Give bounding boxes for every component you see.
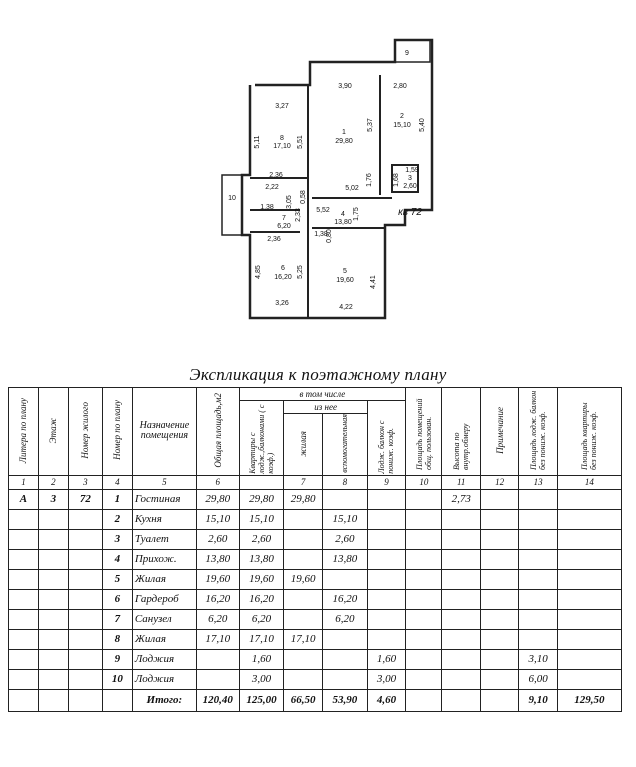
auxiliary-area: 13,80	[322, 549, 367, 569]
cell-litera	[9, 649, 39, 669]
header-cell: в том числе	[239, 388, 406, 401]
living-area	[284, 549, 322, 569]
auxiliary-area: 2,60	[322, 529, 367, 549]
room-number: 6	[102, 589, 132, 609]
room-name: Лоджия	[132, 669, 196, 689]
loggia-raw-area	[519, 609, 557, 629]
flat-raw-area	[557, 609, 621, 629]
header-row	[9, 388, 622, 401]
column-number: 5	[132, 475, 196, 489]
total-label: Итого:	[132, 689, 196, 711]
room-label: 6	[281, 265, 285, 272]
cell-litera	[9, 569, 39, 589]
loggia-area: 1,60	[367, 649, 405, 669]
common-area	[406, 569, 442, 589]
room-area: 6,20	[277, 223, 291, 230]
auxiliary-area	[322, 629, 367, 649]
dimension: 2,22	[265, 184, 279, 191]
room-label: 8	[280, 135, 284, 142]
cell-litera	[9, 549, 39, 569]
cell-floor	[38, 569, 68, 589]
flat-raw-area	[557, 509, 621, 529]
loggia-area	[367, 489, 405, 509]
flat-raw-area	[557, 529, 621, 549]
dimension: 5,25	[297, 265, 304, 279]
room-number: 5	[102, 569, 132, 589]
column-number: 10	[406, 475, 442, 489]
table-row	[9, 629, 622, 649]
room-label: 10	[228, 195, 236, 202]
room-area: 15,10	[196, 509, 239, 529]
room-area: 19,60	[196, 569, 239, 589]
loggia-area	[367, 569, 405, 589]
living-area: 19,60	[284, 569, 322, 589]
header-cell: Номер по плану	[102, 388, 132, 476]
living-area	[284, 529, 322, 549]
note	[480, 549, 518, 569]
cell-flat	[68, 509, 102, 529]
room-number: 2	[102, 509, 132, 529]
header-cell: Лодж. балкон с пониж. коэф.	[367, 401, 405, 476]
cell	[68, 689, 102, 711]
flat-raw-area	[557, 549, 621, 569]
flat-raw-area	[557, 569, 621, 589]
room-area: 15,10	[393, 122, 411, 129]
cell-litera	[9, 529, 39, 549]
table-row	[9, 489, 622, 509]
height	[442, 589, 480, 609]
column-number-row	[9, 475, 622, 489]
header-cell: Площадь квартиры без пониж. коэф.	[557, 388, 621, 476]
room-area	[196, 649, 239, 669]
column-number: 2	[38, 475, 68, 489]
note	[480, 649, 518, 669]
loggia-raw-area	[519, 489, 557, 509]
auxiliary-area	[322, 649, 367, 669]
room-name: Туалет	[132, 529, 196, 549]
loggia-area	[367, 549, 405, 569]
room-label: 3	[408, 175, 412, 182]
loggia-raw-area: 3,10	[519, 649, 557, 669]
total-flat-raw: 129,50	[557, 689, 621, 711]
cell-flat	[68, 529, 102, 549]
room-name: Жилая	[132, 629, 196, 649]
header-cell: Примечание	[480, 388, 518, 476]
table-row	[9, 609, 622, 629]
dimension: 5,51	[297, 135, 304, 149]
flat-area: 29,80	[239, 489, 284, 509]
column-number: 11	[442, 475, 480, 489]
flat-area: 13,80	[239, 549, 284, 569]
flat-area: 15,10	[239, 509, 284, 529]
room-area: 17,10	[273, 143, 291, 150]
room-area: 29,80	[196, 489, 239, 509]
room-area: 6,20	[196, 609, 239, 629]
flat-raw-area	[557, 629, 621, 649]
living-area	[284, 509, 322, 529]
common-area	[406, 649, 442, 669]
room-area: 13,80	[334, 219, 352, 226]
floor-plan	[0, 0, 636, 360]
cell	[9, 689, 39, 711]
room-name: Жилая	[132, 569, 196, 589]
dimension: 4,22	[339, 304, 353, 311]
loggia-area	[367, 509, 405, 529]
room-name: Гардероб	[132, 589, 196, 609]
dimension: 5,02	[345, 185, 359, 192]
flat-mark: кв 72	[398, 207, 422, 218]
living-area	[284, 589, 322, 609]
room-area	[196, 669, 239, 689]
room-label: 5	[343, 268, 347, 275]
column-number: 13	[519, 475, 557, 489]
dimension: 5,37	[367, 118, 374, 132]
dimension: 3,05	[286, 195, 293, 209]
height	[442, 549, 480, 569]
dimension: 1,75	[353, 207, 360, 221]
cell-flat	[68, 629, 102, 649]
room-name: Прихож.	[132, 549, 196, 569]
loggia-raw-area: 6,00	[519, 669, 557, 689]
column-number: 9	[367, 475, 405, 489]
cell-litera	[9, 509, 39, 529]
room-area: 16,20	[274, 274, 292, 281]
auxiliary-area: 15,10	[322, 509, 367, 529]
loggia-area	[367, 629, 405, 649]
note	[480, 629, 518, 649]
room-area: 16,20	[196, 589, 239, 609]
room-area: 17,10	[196, 629, 239, 649]
note	[480, 589, 518, 609]
cell-floor	[38, 589, 68, 609]
cell-litera	[9, 609, 39, 629]
dimension: 4,41	[370, 275, 377, 289]
room-name: Санузел	[132, 609, 196, 629]
total-flat: 125,00	[239, 689, 284, 711]
column-number: 7	[284, 475, 322, 489]
table-body	[9, 489, 622, 689]
height	[442, 569, 480, 589]
cell	[442, 689, 480, 711]
room-name: Гостиная	[132, 489, 196, 509]
dimension: 2,33	[295, 208, 302, 222]
total-auxiliary: 53,90	[322, 689, 367, 711]
explication-table	[8, 387, 622, 712]
dimension: 4,85	[255, 265, 262, 279]
common-area	[406, 669, 442, 689]
room-name: Кухня	[132, 509, 196, 529]
room-number: 10	[102, 669, 132, 689]
loggia-raw-area	[519, 569, 557, 589]
flat-area: 2,60	[239, 529, 284, 549]
common-area	[406, 549, 442, 569]
note	[480, 509, 518, 529]
dimension: 0,58	[300, 190, 307, 204]
room-number: 3	[102, 529, 132, 549]
living-area: 17,10	[284, 629, 322, 649]
note	[480, 569, 518, 589]
dimension: 1,38	[314, 231, 328, 238]
cell	[38, 689, 68, 711]
column-number: 3	[68, 475, 102, 489]
room-number: 9	[102, 649, 132, 669]
header-cell: Номер жилого	[68, 388, 102, 476]
flat-raw-area	[557, 669, 621, 689]
column-number: 1	[9, 475, 39, 489]
loggia-area	[367, 589, 405, 609]
cell-litera: А	[9, 489, 39, 509]
cell-floor	[38, 669, 68, 689]
note	[480, 609, 518, 629]
height	[442, 509, 480, 529]
auxiliary-area: 16,20	[322, 589, 367, 609]
table-row	[9, 549, 622, 569]
height	[442, 629, 480, 649]
column-number: 14	[557, 475, 621, 489]
dimension: 1,38	[260, 204, 274, 211]
total-loggia-raw: 9,10	[519, 689, 557, 711]
header-cell: из нее	[284, 401, 367, 414]
cell-flat	[68, 669, 102, 689]
living-area	[284, 669, 322, 689]
height	[442, 529, 480, 549]
dimension: 3,27	[275, 103, 289, 110]
loggia-area: 3,00	[367, 669, 405, 689]
header-cell: Площадь лодж. балкон без пониж. коэф.	[519, 388, 557, 476]
loggia-area	[367, 529, 405, 549]
column-number	[239, 475, 284, 489]
cell-floor	[38, 549, 68, 569]
flat-raw-area	[557, 589, 621, 609]
loggia-raw-area	[519, 529, 557, 549]
room-area: 29,80	[335, 138, 353, 145]
height	[442, 669, 480, 689]
dimension: 2,80	[393, 83, 407, 90]
cell-floor	[38, 529, 68, 549]
cell-floor	[38, 509, 68, 529]
room-label: 7	[282, 215, 286, 222]
column-number: 6	[196, 475, 239, 489]
room-label: 2	[400, 113, 404, 120]
table-row	[9, 509, 622, 529]
common-area	[406, 629, 442, 649]
header-cell: Высота по внутр.обмеру	[442, 388, 480, 476]
loggia-area	[367, 609, 405, 629]
loggia-raw-area	[519, 589, 557, 609]
room-number: 4	[102, 549, 132, 569]
loggia-raw-area	[519, 509, 557, 529]
flat-area: 6,20	[239, 609, 284, 629]
table-title: Экспликация к поэтажному плану	[189, 365, 447, 384]
note	[480, 489, 518, 509]
header-cell: Общая площадь,м2	[196, 388, 239, 476]
cell	[406, 689, 442, 711]
cell-floor: 3	[38, 489, 68, 509]
dimension: 5,52	[316, 207, 330, 214]
room-area: 2,60	[403, 183, 417, 190]
cell-flat: 72	[68, 489, 102, 509]
header-cell: Квартиры с лодж.,балконами ( с коэф.)	[239, 401, 284, 476]
common-area	[406, 589, 442, 609]
dimension: 1,68	[393, 173, 400, 187]
flat-raw-area	[557, 649, 621, 669]
cell	[102, 689, 132, 711]
total-loggia: 4,60	[367, 689, 405, 711]
common-area	[406, 509, 442, 529]
cell	[480, 689, 518, 711]
header-cell: Площадь помещений общ. пользован.	[406, 388, 442, 476]
cell-flat	[68, 589, 102, 609]
dimension: 3,90	[338, 83, 352, 90]
table-row	[9, 649, 622, 669]
room-label: 9	[405, 50, 409, 57]
dimension: 3,26	[275, 300, 289, 307]
cell-flat	[68, 649, 102, 669]
header-cell: вспомогательная	[322, 414, 367, 476]
dimension: 5,11	[254, 135, 261, 149]
cell-litera	[9, 669, 39, 689]
header-cell: Этаж	[38, 388, 68, 476]
common-area	[406, 489, 442, 509]
room-label: 4	[341, 211, 345, 218]
auxiliary-area	[322, 489, 367, 509]
dimension: 2,36	[269, 172, 283, 179]
cell-litera	[9, 589, 39, 609]
flat-area: 1,60	[239, 649, 284, 669]
loggia-9	[395, 40, 430, 62]
room-area: 2,60	[196, 529, 239, 549]
auxiliary-area	[322, 569, 367, 589]
auxiliary-area: 6,20	[322, 609, 367, 629]
cell-flat	[68, 569, 102, 589]
room-number: 7	[102, 609, 132, 629]
flat-raw-area	[557, 489, 621, 509]
table-row	[9, 669, 622, 689]
note	[480, 669, 518, 689]
header-cell: Литера по плану	[9, 388, 39, 476]
flat-area: 19,60	[239, 569, 284, 589]
flat-area: 16,20	[239, 589, 284, 609]
height	[442, 649, 480, 669]
room-number: 8	[102, 629, 132, 649]
column-number: 12	[480, 475, 518, 489]
room-name: Лоджия	[132, 649, 196, 669]
auxiliary-area	[322, 669, 367, 689]
dimension: 1,76	[366, 173, 373, 187]
living-area	[284, 609, 322, 629]
common-area	[406, 529, 442, 549]
room-area: 13,80	[196, 549, 239, 569]
room-number: 1	[102, 489, 132, 509]
total-living: 66,50	[284, 689, 322, 711]
common-area	[406, 609, 442, 629]
dimension: 0,80	[326, 229, 333, 243]
column-number: 4	[102, 475, 132, 489]
header-cell: жилая	[284, 414, 322, 476]
note	[480, 529, 518, 549]
table-row	[9, 529, 622, 549]
loggia-raw-area	[519, 549, 557, 569]
cell-flat	[68, 549, 102, 569]
table-row	[9, 569, 622, 589]
height	[442, 609, 480, 629]
cell-floor	[38, 629, 68, 649]
header-cell: Назначение помещения	[132, 388, 196, 476]
flat-area: 3,00	[239, 669, 284, 689]
cell-floor	[38, 609, 68, 629]
total-area: 120,40	[196, 689, 239, 711]
dimension: 5,40	[419, 118, 426, 132]
loggia-10	[222, 175, 242, 235]
column-number: 8	[322, 475, 367, 489]
dimension: 1,59	[405, 167, 419, 174]
living-area: 29,80	[284, 489, 322, 509]
living-area	[284, 649, 322, 669]
total-row	[9, 689, 622, 711]
table-row	[9, 589, 622, 609]
room-label: 1	[342, 129, 346, 136]
cell-flat	[68, 609, 102, 629]
cell-litera	[9, 629, 39, 649]
cell-floor	[38, 649, 68, 669]
flat-area: 17,10	[239, 629, 284, 649]
loggia-raw-area	[519, 629, 557, 649]
room-area: 19,60	[336, 277, 354, 284]
dimension: 2,36	[267, 236, 281, 243]
height: 2,73	[442, 489, 480, 509]
